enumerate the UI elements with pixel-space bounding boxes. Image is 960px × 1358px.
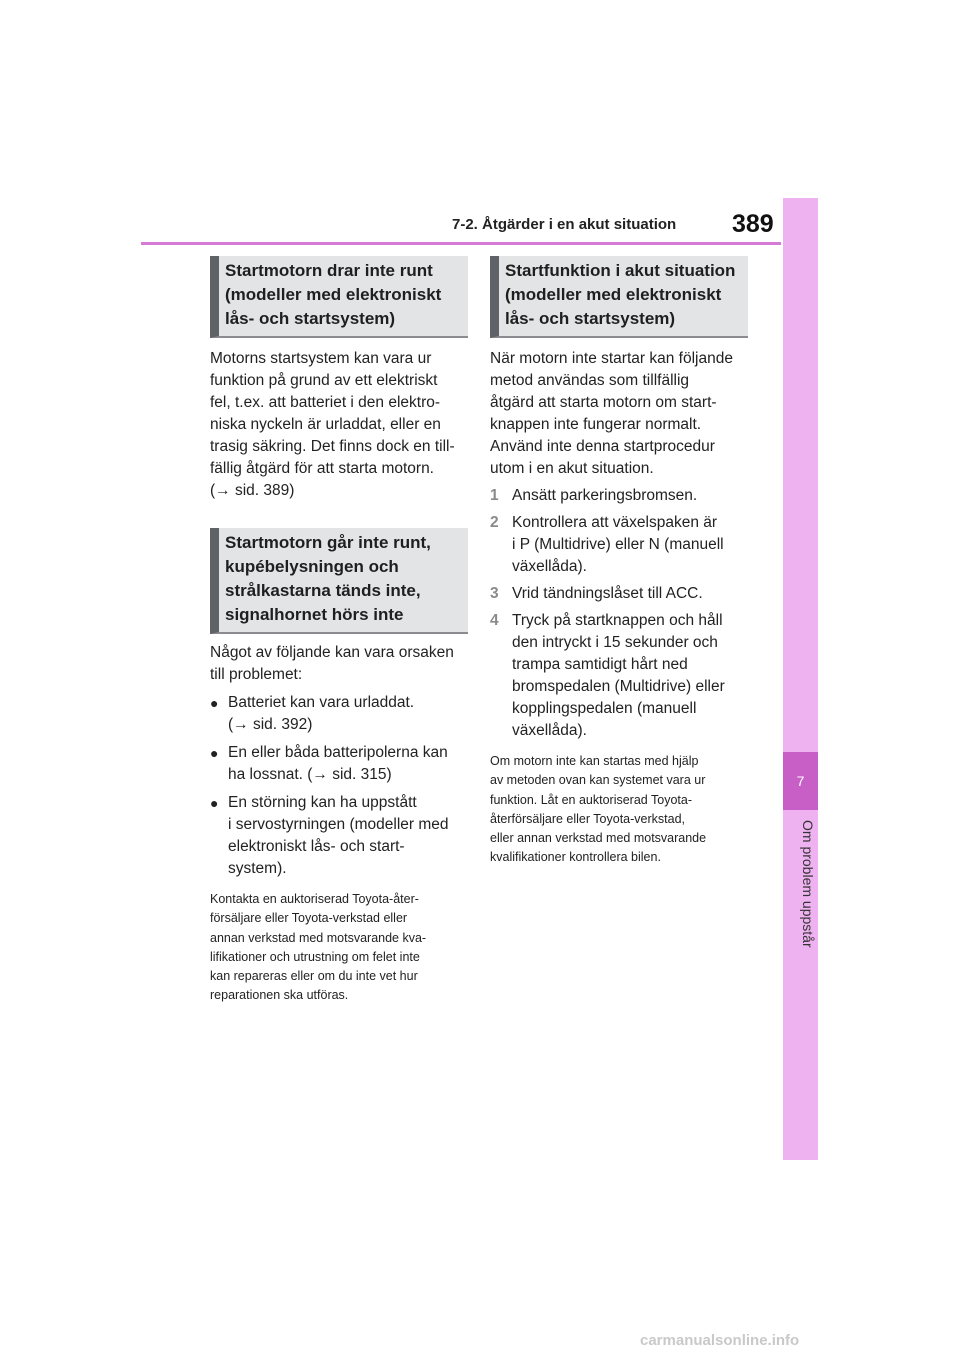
text-line: elektroniskt lås- och start- — [228, 838, 405, 855]
bullet-item — [210, 792, 468, 880]
text-line: bromspedalen (Multidrive) eller — [512, 678, 725, 695]
right-column — [490, 256, 748, 868]
watermark-text: carmanualsonline.info — [640, 1332, 800, 1349]
text-line: (→ sid. 392) — [228, 716, 313, 733]
heading-line: lås- och startsystem) — [225, 309, 396, 328]
heading-line: Startmotorn går inte runt, — [225, 533, 431, 552]
text-line: återförsäljare eller Toyota-verkstad, — [490, 811, 685, 826]
heading-line: Startmotorn drar inte runt — [225, 261, 433, 280]
text-line: När motorn inte startar kan följande — [490, 350, 733, 367]
bullet-item — [210, 742, 468, 786]
step-number: 2 — [490, 514, 499, 531]
text-line: (→ sid. 389) — [210, 482, 295, 499]
text-line: försäljare eller Toyota-verkstad eller — [210, 911, 408, 926]
text-line: fällig åtgärd för att starta motorn. — [210, 460, 434, 477]
chapter-label: Om problem uppstår — [800, 820, 816, 948]
text-line: lifikationer och utrustning om felet inte — [210, 949, 420, 964]
header-rule — [141, 242, 781, 245]
chapter-number: 7 — [783, 752, 818, 810]
text-line: Kontrollera att växelspaken är — [512, 514, 718, 531]
step-item — [490, 485, 748, 507]
text-line: trasig säkring. Det finns dock en till- — [210, 438, 455, 455]
text-line: Använd inte denna startprocedur — [490, 438, 715, 455]
paragraph-causes — [210, 642, 468, 686]
note-system-malfunction — [490, 752, 748, 868]
page-number: 389 — [732, 210, 774, 238]
text-line: annan verkstad med motsvarande kva- — [210, 930, 427, 945]
text-line: åtgärd att starta motorn om start- — [490, 394, 717, 411]
text-line: Batteriet kan vara urladdat. — [228, 694, 415, 711]
text-line: av metoden ovan kan systemet vara ur — [490, 773, 706, 788]
text-line: knappen inte fungerar normalt. — [490, 416, 702, 433]
step-number: 3 — [490, 585, 499, 602]
heading-starter-not-cranking — [210, 256, 468, 338]
paragraph-start-system — [210, 348, 468, 502]
step-item — [490, 610, 748, 742]
text-line: system). — [228, 860, 287, 877]
text-line: Vrid tändningslåset till ACC. — [512, 585, 703, 602]
text-line: kopplingspedalen (manuell — [512, 700, 697, 717]
text-line: kan repareras eller om du inte vet hur — [210, 969, 418, 984]
heading-starter-not-turning — [210, 528, 468, 634]
heading-line: signalhornet hörs inte — [225, 605, 404, 624]
bullet-icon: ● — [210, 745, 219, 761]
text-line: Tryck på startknappen och håll — [512, 612, 723, 629]
heading-line: (modeller med elektroniskt — [225, 285, 442, 304]
text-line: Motorns startsystem kan vara ur — [210, 350, 432, 367]
text-line: reparationen ska utföras. — [210, 988, 349, 1003]
text-line: niska nyckeln är urladdat, eller en — [210, 416, 441, 433]
text-line: i servostyrningen (modeller med — [228, 816, 449, 833]
text-line: växellåda). — [512, 558, 587, 575]
paragraph-emergency-intro — [490, 348, 748, 480]
heading-line: Startfunktion i akut situation — [505, 261, 736, 280]
text-line: ha lossnat. (→ sid. 315) — [228, 766, 392, 783]
text-line: Något av följande kan vara orsaken — [210, 644, 454, 661]
text-line: trampa samtidigt hårt ned — [512, 656, 688, 673]
heading-emergency-start — [490, 256, 748, 338]
step-number: 1 — [490, 487, 499, 504]
chapter-side-tab — [783, 198, 818, 1160]
bullet-item — [210, 692, 468, 736]
text-line: den intryckt i 15 sekunder och — [512, 634, 718, 651]
text-line: eller annan verkstad med motsvarande — [490, 831, 707, 846]
text-line: metod användas som tillfällig — [490, 372, 690, 389]
text-line: Ansätt parkeringsbromsen. — [512, 487, 698, 504]
section-title: 7-2. Åtgärder i en akut situation — [452, 216, 677, 233]
heading-line: lås- och startsystem) — [505, 309, 676, 328]
bullet-icon: ● — [210, 695, 219, 711]
heading-line: strålkastarna tänds inte, — [225, 581, 421, 600]
step-item — [490, 512, 748, 578]
text-line: till problemet: — [210, 666, 303, 683]
text-line: i P (Multidrive) eller N (manuell — [512, 536, 724, 553]
text-line: Kontakta en auktoriserad Toyota-åter- — [210, 892, 419, 906]
bullet-icon: ● — [210, 795, 219, 811]
text-line: En störning kan ha uppstått — [228, 794, 417, 811]
text-line: växellåda). — [512, 722, 587, 739]
step-number: 4 — [490, 612, 499, 629]
heading-line: (modeller med elektroniskt — [505, 285, 722, 304]
text-line: funktion på grund av ett elektriskt — [210, 372, 438, 389]
note-contact-dealer — [210, 890, 468, 1006]
text-line: funktion. Låt en auktoriserad Toyota- — [490, 792, 692, 807]
text-line: utom i en akut situation. — [490, 460, 654, 477]
text-line: fel, t.ex. att batteriet i den elektro- — [210, 394, 441, 411]
step-item — [490, 583, 748, 605]
text-line: Om motorn inte kan startas med hjälp — [490, 754, 699, 768]
text-line: kvalifikationer kontrollera bilen. — [490, 850, 661, 865]
heading-line: kupébelysningen och — [225, 557, 399, 576]
left-column — [210, 256, 468, 1006]
text-line: En eller båda batteripolerna kan — [228, 744, 448, 761]
